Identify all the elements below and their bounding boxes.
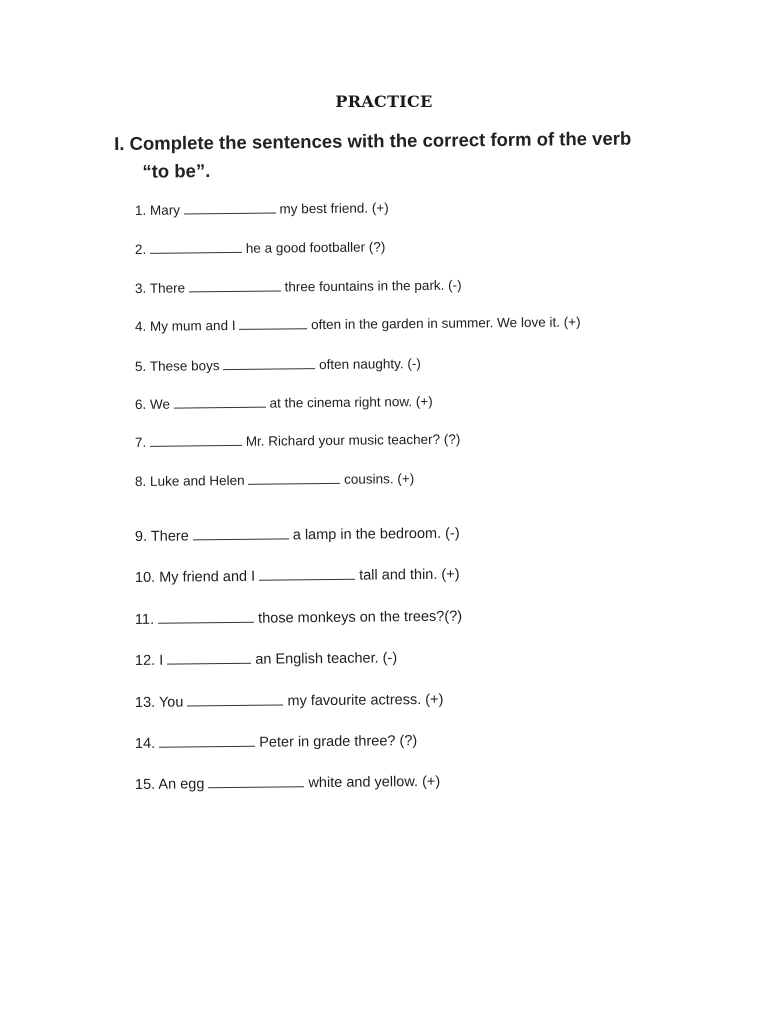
answer-blank[interactable] xyxy=(167,651,251,665)
answer-blank[interactable] xyxy=(208,774,304,788)
exercise-item xyxy=(135,649,397,669)
exercise-text-after: my best friend. (+) xyxy=(275,200,389,217)
exercise-text-before: 1. Mary xyxy=(134,202,184,218)
instruction-line-1: I. Complete the sentences with the correct form of the verb xyxy=(114,127,632,154)
exercise-text-before: 12. I xyxy=(134,652,168,669)
exercise-text-before: 13. You xyxy=(134,694,188,711)
answer-blank[interactable] xyxy=(184,201,276,215)
exercise-text-before: 7. xyxy=(134,434,151,450)
exercise-text-after: a lamp in the bedroom. (-) xyxy=(288,525,460,544)
answer-blank[interactable] xyxy=(174,395,266,409)
exercise-item xyxy=(135,199,389,218)
exercise-text-before: 15. An egg xyxy=(134,776,209,793)
answer-blank[interactable] xyxy=(223,356,315,370)
exercise-text-after: Mr. Richard your music teacher? (?) xyxy=(241,431,461,449)
answer-blank[interactable] xyxy=(259,567,355,581)
exercise-item xyxy=(135,393,433,412)
exercise-text-after: my favourite actress. (+) xyxy=(283,691,444,710)
exercise-item xyxy=(135,313,581,334)
exercise-text-after: cousins. (+) xyxy=(340,471,415,487)
exercise-item xyxy=(135,525,460,545)
answer-blank[interactable] xyxy=(158,610,254,624)
answer-blank[interactable] xyxy=(239,316,307,330)
exercise-text-before: 6. We xyxy=(134,396,174,412)
exercise-text-after: three fountains in the park. (-) xyxy=(280,277,462,295)
exercise-text-after: at the cinema right now. (+) xyxy=(265,393,433,411)
exercise-text-before: 4. My mum and I xyxy=(134,317,240,334)
exercise-text-after: Peter in grade three? (?) xyxy=(255,733,418,751)
exercise-text-before: 8. Luke and Helen xyxy=(134,472,249,489)
exercise-text-before: 11. xyxy=(134,611,159,628)
exercise-item xyxy=(135,470,414,489)
exercise-text-before: 14. xyxy=(134,735,160,752)
exercise-text-after: tall and thin. (+) xyxy=(355,566,460,584)
exercise-text-before: 5. These boys xyxy=(134,358,224,374)
answer-blank[interactable] xyxy=(159,734,255,748)
answer-blank[interactable] xyxy=(189,278,281,292)
exercise-item xyxy=(135,431,460,450)
exercise-item xyxy=(135,773,440,793)
exercise-item xyxy=(135,355,421,374)
exercise-text-after: those monkeys on the trees?(?) xyxy=(254,608,463,627)
exercise-item xyxy=(135,608,462,628)
instruction-line-2: “to be”. xyxy=(142,159,211,182)
exercise-item xyxy=(135,238,386,257)
exercise-item xyxy=(135,732,417,752)
answer-blank[interactable] xyxy=(150,433,242,447)
exercise-item xyxy=(135,691,444,711)
exercise-text-before: 9. There xyxy=(134,528,193,545)
exercise-text-after: he a good footballer (?) xyxy=(241,239,386,256)
answer-blank[interactable] xyxy=(187,692,283,706)
exercise-item xyxy=(135,566,460,586)
answer-blank[interactable] xyxy=(150,240,242,254)
exercise-text-after: often naughty. (-) xyxy=(315,356,421,373)
exercise-text-after: white and yellow. (+) xyxy=(304,773,441,792)
exercise-text-before: 2. xyxy=(134,241,151,257)
answer-blank[interactable] xyxy=(193,526,289,540)
exercise-text-after: often in the garden in summer. We love it. (+) xyxy=(307,314,581,333)
exercise-text-before: 3. There xyxy=(134,280,189,296)
exercise-text-before: 10. My friend and I xyxy=(134,568,260,586)
answer-blank[interactable] xyxy=(248,471,340,485)
page-title: PRACTICE xyxy=(335,92,433,111)
exercise-item xyxy=(135,277,462,296)
exercise-text-after: an English teacher. (-) xyxy=(251,650,398,668)
